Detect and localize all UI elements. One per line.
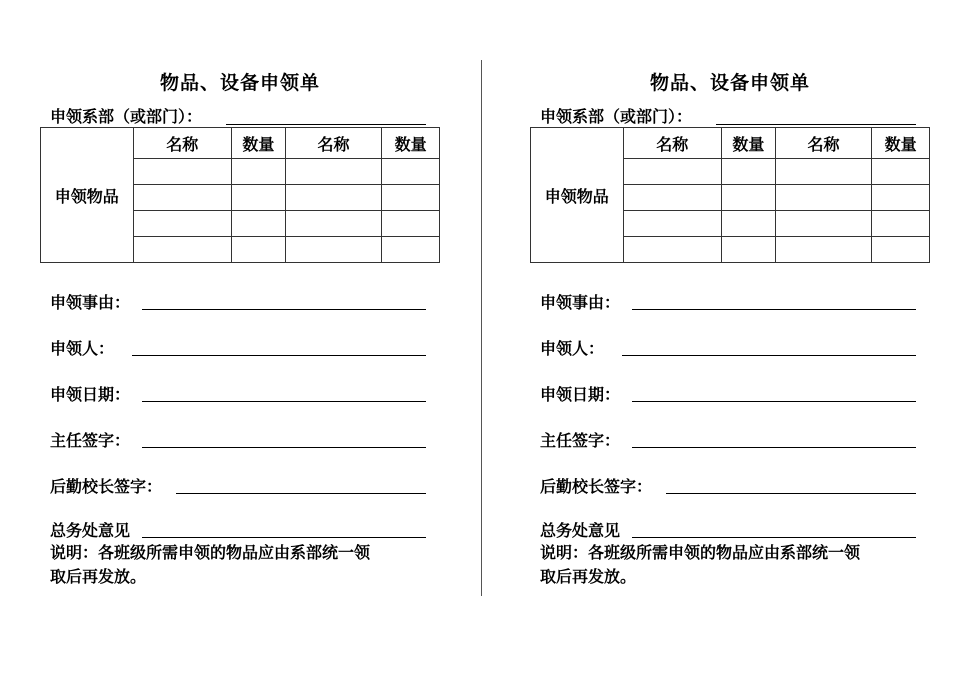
note-text bbox=[540, 541, 925, 589]
column-header-name: 名称 bbox=[133, 128, 231, 159]
table-cell[interactable] bbox=[231, 237, 285, 263]
logistics-principal-sign-line[interactable] bbox=[176, 493, 426, 494]
page-divider bbox=[481, 60, 482, 596]
date-input-line[interactable] bbox=[142, 401, 426, 402]
table-cell[interactable] bbox=[285, 185, 381, 211]
general-affairs-opinion-line[interactable] bbox=[632, 537, 916, 538]
note-text bbox=[50, 541, 435, 589]
items-table bbox=[530, 127, 930, 263]
table-cell[interactable] bbox=[623, 211, 721, 237]
column-header-name: 名称 bbox=[623, 128, 721, 159]
department-input-line[interactable] bbox=[226, 124, 426, 125]
table-cell[interactable] bbox=[133, 237, 231, 263]
table-cell[interactable] bbox=[285, 159, 381, 185]
logistics-principal-sign-line[interactable] bbox=[666, 493, 916, 494]
general-affairs-opinion-line[interactable] bbox=[142, 537, 426, 538]
logistics-principal-sign-label: 后勤校长签字： bbox=[50, 477, 163, 496]
general-affairs-opinion-label: 总务处意见 bbox=[50, 521, 131, 540]
table-cell[interactable] bbox=[721, 185, 775, 211]
items-label: 申领物品 bbox=[41, 128, 134, 263]
date-label: 申领日期： bbox=[540, 385, 621, 404]
director-sign-line[interactable] bbox=[142, 447, 426, 448]
table-cell[interactable] bbox=[382, 237, 440, 263]
table-cell[interactable] bbox=[382, 185, 440, 211]
reason-input-line[interactable] bbox=[632, 309, 916, 310]
table-cell[interactable] bbox=[721, 237, 775, 263]
table-cell[interactable] bbox=[623, 185, 721, 211]
form-title: 物品、设备申领单 bbox=[159, 72, 320, 94]
table-cell[interactable] bbox=[382, 211, 440, 237]
note-line: 说明：各班级所需申领的物品应由系部统一领 bbox=[50, 543, 371, 562]
applicant-input-line[interactable] bbox=[132, 355, 426, 356]
date-input-line[interactable] bbox=[632, 401, 916, 402]
applicant-label: 申领人： bbox=[50, 339, 115, 358]
table-cell[interactable] bbox=[133, 211, 231, 237]
table-cell[interactable] bbox=[231, 159, 285, 185]
department-label: 申领系部（或部门）： bbox=[540, 107, 693, 126]
table-cell[interactable] bbox=[133, 159, 231, 185]
note-line: 取后再发放。 bbox=[50, 567, 147, 586]
requisition-form-left bbox=[40, 0, 440, 673]
column-header-name: 名称 bbox=[775, 128, 871, 159]
note-line: 取后再发放。 bbox=[540, 567, 637, 586]
date-label: 申领日期： bbox=[50, 385, 131, 404]
column-header-quantity: 数量 bbox=[872, 128, 930, 159]
department-label: 申领系部（或部门）： bbox=[50, 107, 203, 126]
table-cell[interactable] bbox=[382, 159, 440, 185]
form-title: 物品、设备申领单 bbox=[649, 72, 810, 94]
table-cell[interactable] bbox=[231, 185, 285, 211]
reason-label: 申领事由： bbox=[540, 293, 621, 312]
items-label: 申领物品 bbox=[531, 128, 624, 263]
table-cell[interactable] bbox=[775, 159, 871, 185]
column-header-quantity: 数量 bbox=[721, 128, 775, 159]
column-header-name: 名称 bbox=[285, 128, 381, 159]
table-cell[interactable] bbox=[623, 159, 721, 185]
table-cell[interactable] bbox=[872, 159, 930, 185]
department-input-line[interactable] bbox=[716, 124, 916, 125]
column-header-quantity: 数量 bbox=[231, 128, 285, 159]
table-cell[interactable] bbox=[721, 159, 775, 185]
general-affairs-opinion-label: 总务处意见 bbox=[540, 521, 621, 540]
applicant-label: 申领人： bbox=[540, 339, 605, 358]
requisition-form-right bbox=[530, 0, 930, 673]
director-sign-label: 主任签字： bbox=[50, 431, 131, 450]
director-sign-line[interactable] bbox=[632, 447, 916, 448]
table-cell[interactable] bbox=[231, 211, 285, 237]
table-cell[interactable] bbox=[872, 185, 930, 211]
table-cell[interactable] bbox=[623, 237, 721, 263]
note-line: 说明：各班级所需申领的物品应由系部统一领 bbox=[540, 543, 861, 562]
table-cell[interactable] bbox=[775, 237, 871, 263]
items-table bbox=[40, 127, 440, 263]
table-cell[interactable] bbox=[872, 237, 930, 263]
logistics-principal-sign-label: 后勤校长签字： bbox=[540, 477, 653, 496]
applicant-input-line[interactable] bbox=[622, 355, 916, 356]
reason-input-line[interactable] bbox=[142, 309, 426, 310]
table-cell[interactable] bbox=[133, 185, 231, 211]
table-cell[interactable] bbox=[285, 211, 381, 237]
table-cell[interactable] bbox=[872, 211, 930, 237]
reason-label: 申领事由： bbox=[50, 293, 131, 312]
director-sign-label: 主任签字： bbox=[540, 431, 621, 450]
table-cell[interactable] bbox=[721, 211, 775, 237]
table-cell[interactable] bbox=[775, 185, 871, 211]
table-cell[interactable] bbox=[775, 211, 871, 237]
table-cell[interactable] bbox=[285, 237, 381, 263]
column-header-quantity: 数量 bbox=[382, 128, 440, 159]
